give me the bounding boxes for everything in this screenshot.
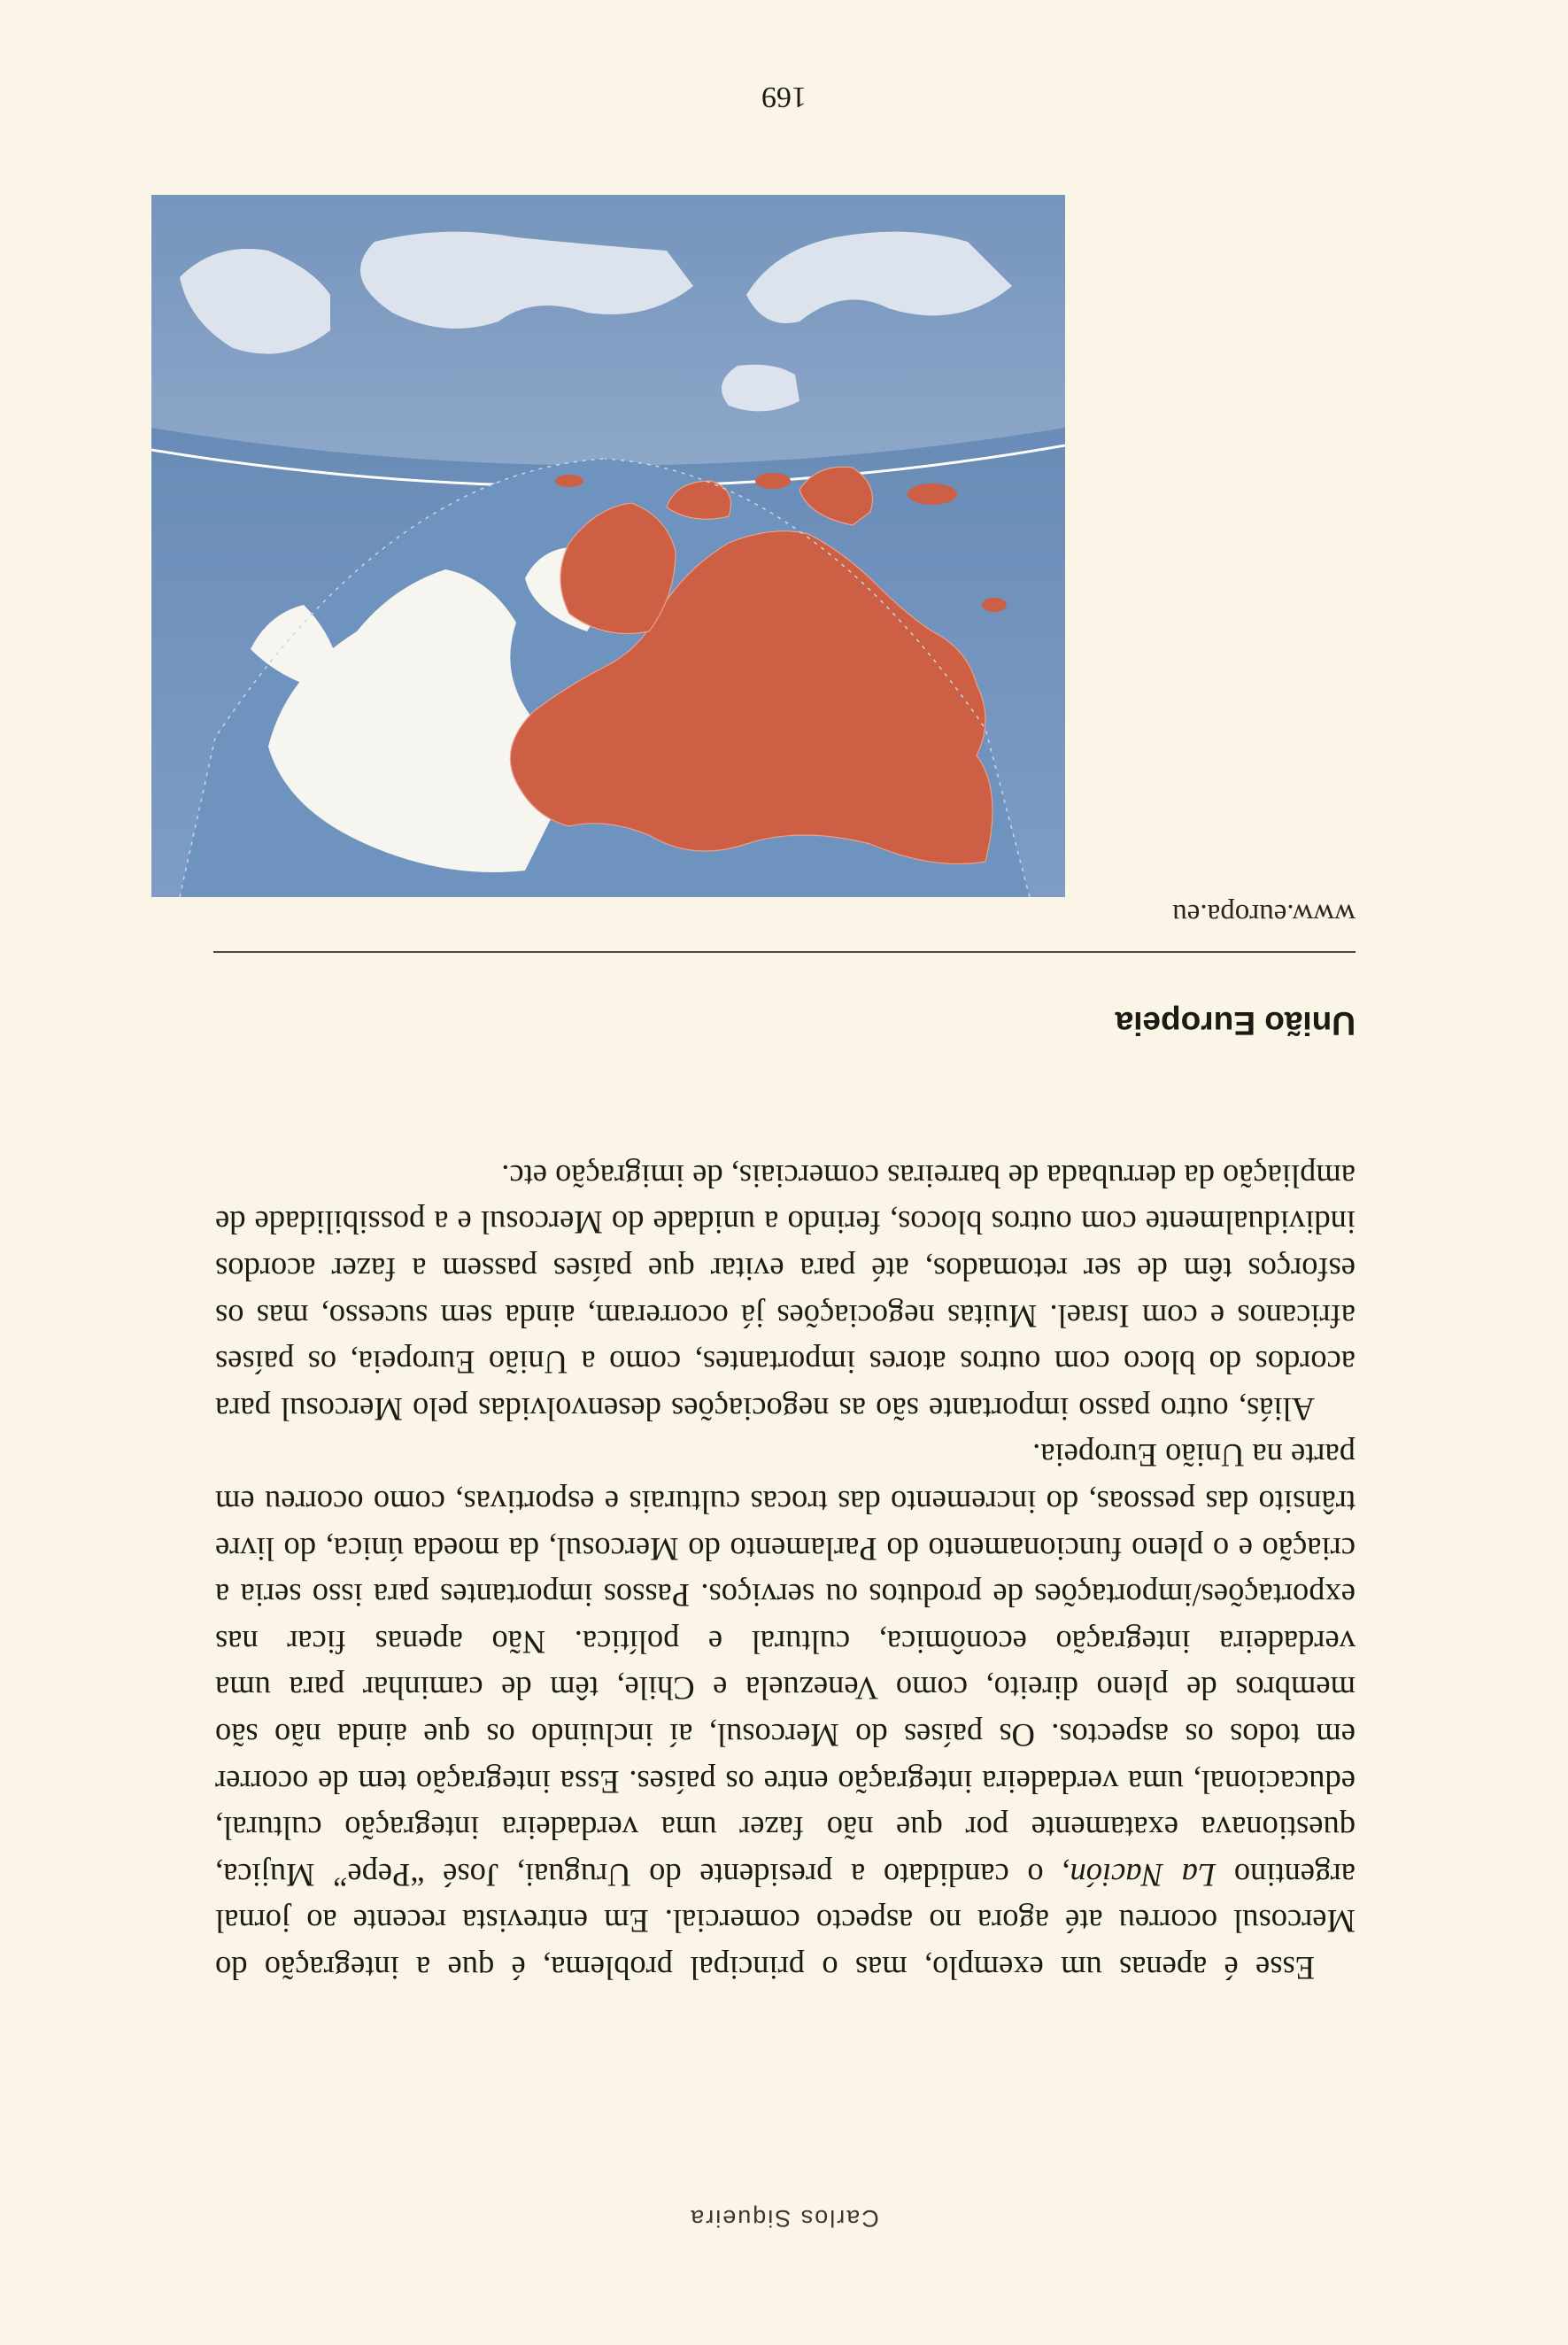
paragraph-2: Aliás, outro passo importante são as negociações desenvolvidas pelo Mercosul para acordos do bloco com outros atores importantes, como a União Europeia, os países africanos e com Israel. Muitas negociações já ocorreram, ainda sem sucesso, mas os esforços têm de ser retomados, até para evitar que países passem a fazer acordos individualmente com outros blocos, ferindo a unidade do Mercosul e a possibilidade de ampliação da derrubada de barreiras comerciais, de imigração etc. xyxy=(215,1157,1356,1428)
section-divider xyxy=(213,951,1356,953)
page-number: 169 xyxy=(761,81,807,113)
newspaper-title: La Nación xyxy=(1070,1856,1217,1893)
body-text xyxy=(215,1152,1356,1991)
paragraph-1-end: , o candidato a presidente do Uruguai, José “Pepe” Mujica, questionava exatamente por que não fazer uma verdadeira integração cultural, educacional, uma verdadeira integração entre os países. Essa integração tem de ocorrer em todos os aspectos. Os países do Mercosul, aí incluindo os que ainda não são membros de pleno direito, como Venezuela e Chile, têm de caminhar para uma verdadeira integração econômica, cultural e política. Não apenas ficar nas exportações/importações de produtos ou serviços. Passos importantes para isso seria a criação e o pleno funcionamento do Parlamento do Mercosul, da moeda única, do livre trânsito das pessoas, do incremento das trocas culturais e esportivas, como ocorreu em parte na União Europeia. xyxy=(215,1437,1356,1893)
paragraph-1-start: Esse é apenas um exemplo, mas o principal problema, é que a integração do Mercosul ocorreu até agora no aspecto comercial. Em entrevista recente ao jornal argentino xyxy=(215,1856,1356,1986)
source-url: www.europa.eu xyxy=(1172,898,1356,930)
section-title: União Europeia xyxy=(1115,1005,1356,1041)
running-header: Carlos Siqueira xyxy=(689,2205,879,2232)
paragraph-1 xyxy=(215,1432,1356,1991)
european-union-map xyxy=(151,195,1065,897)
